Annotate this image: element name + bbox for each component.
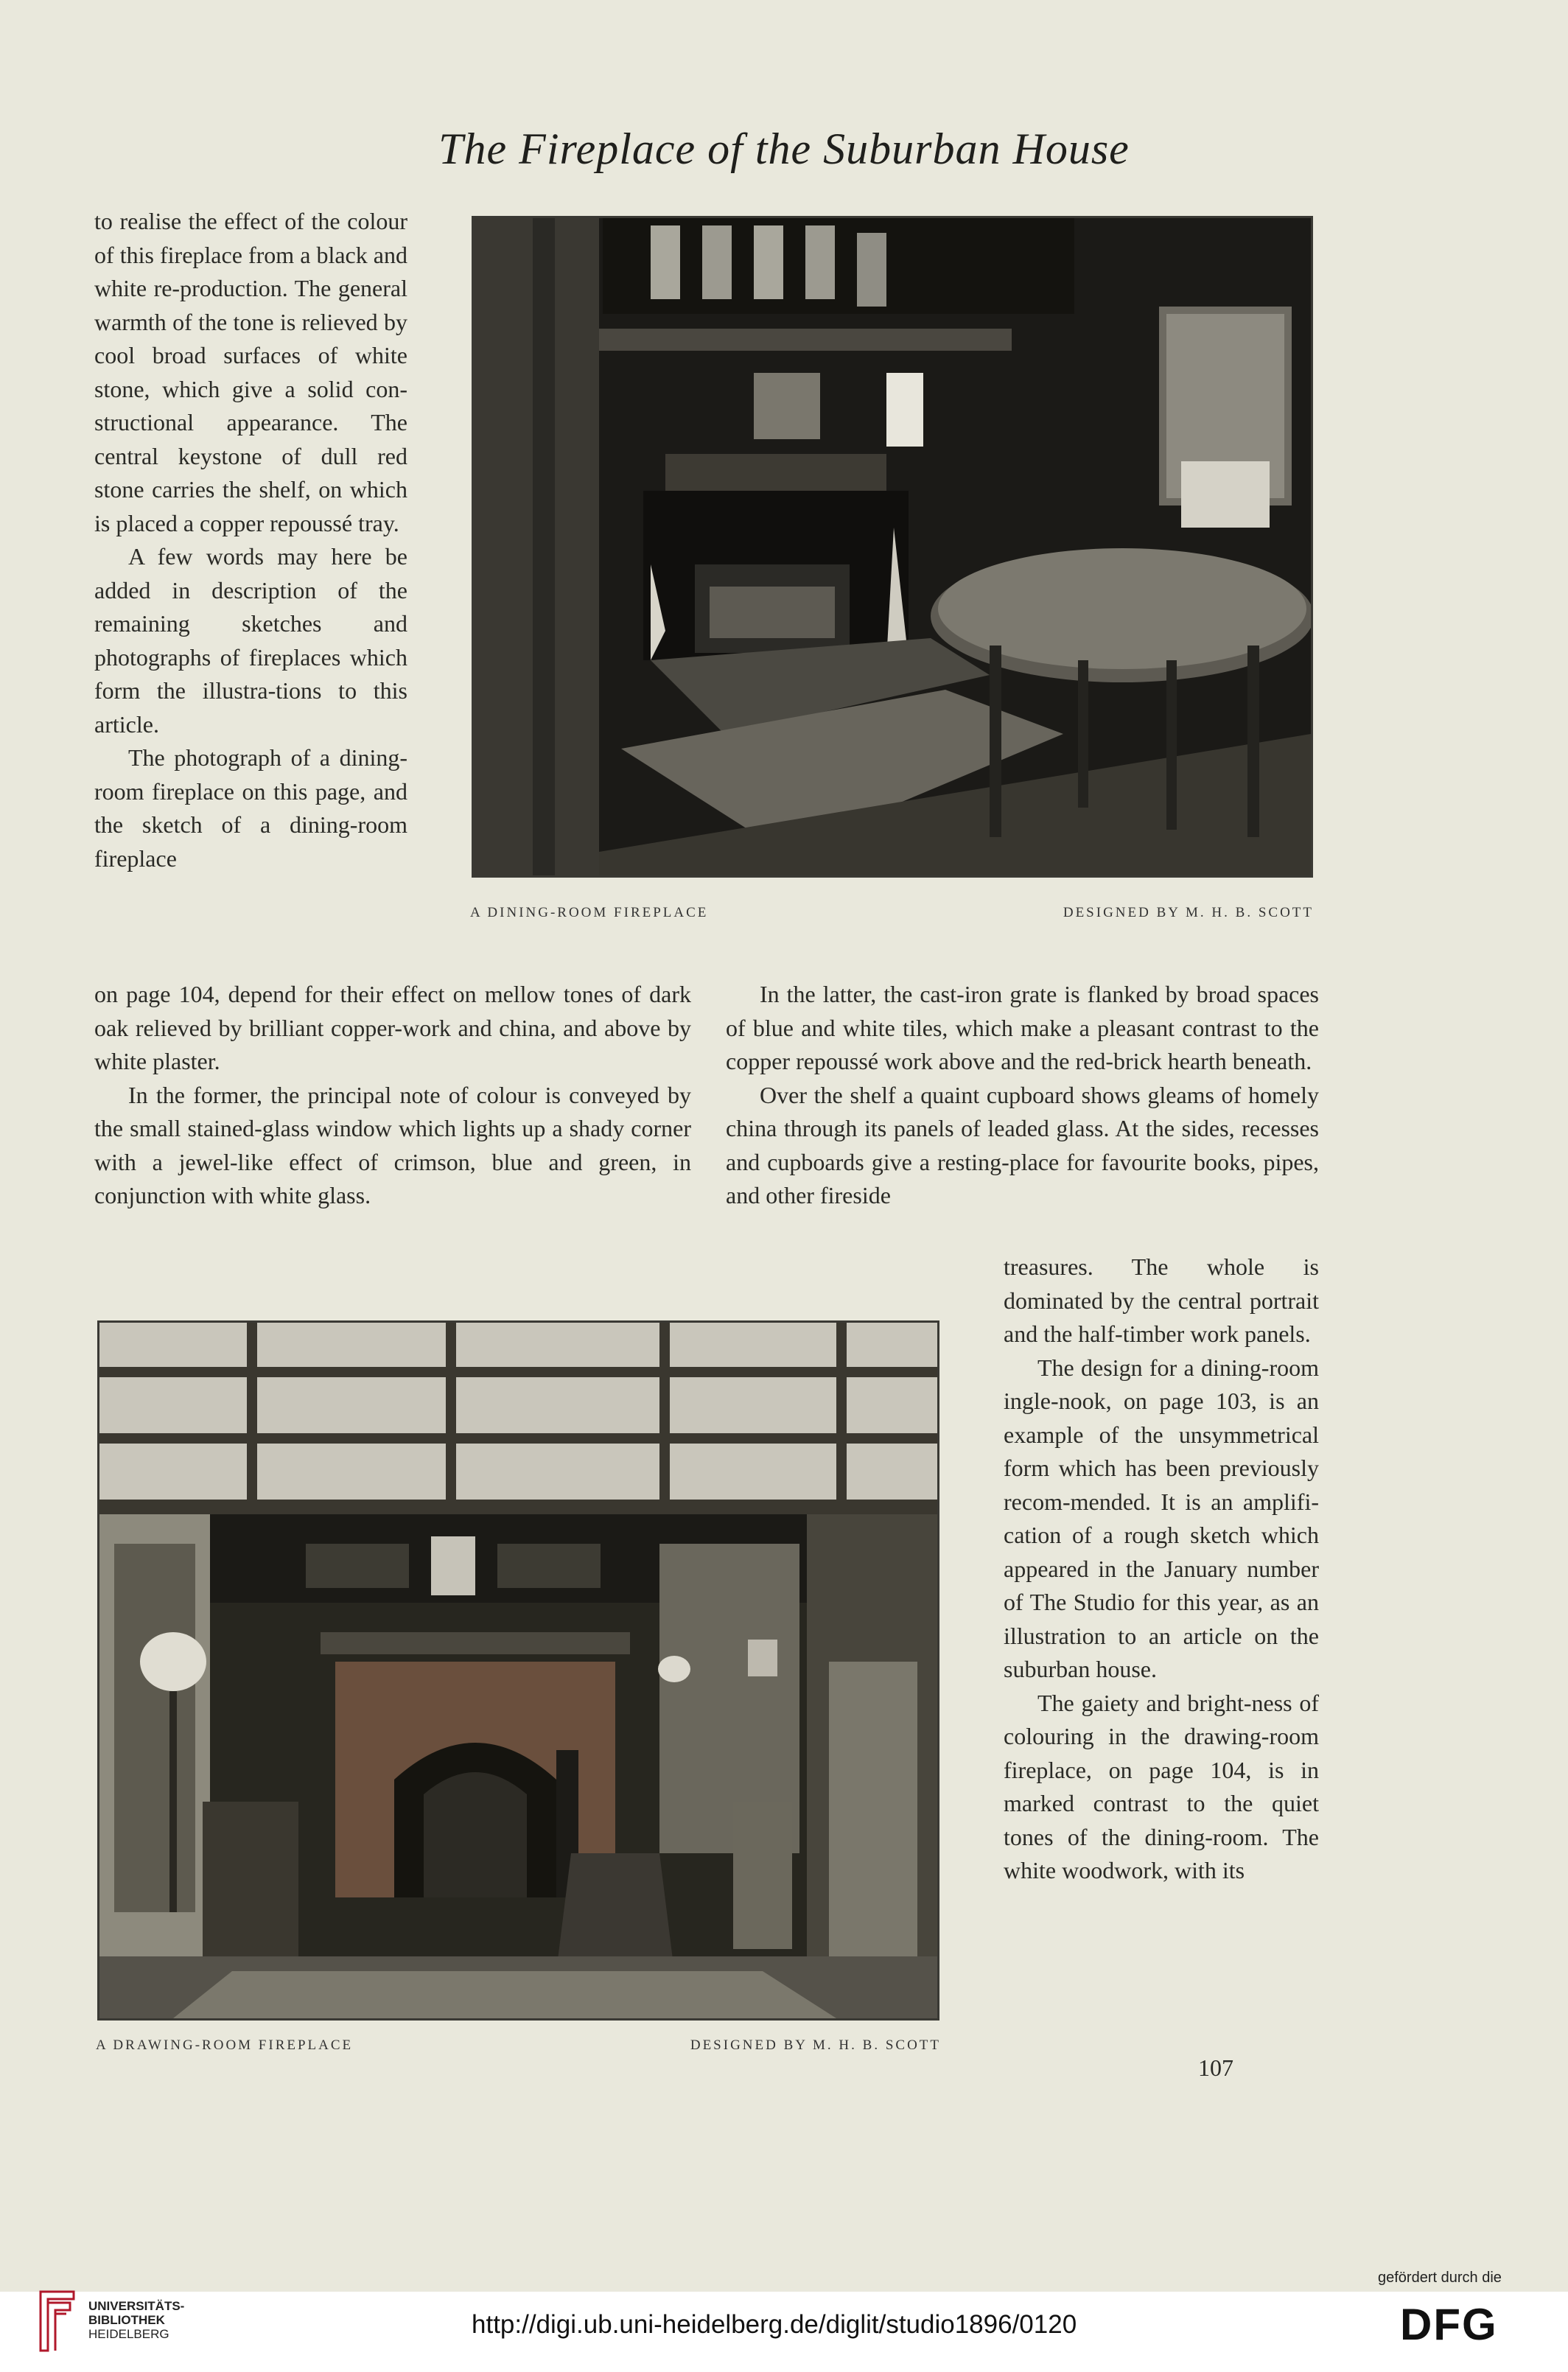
left-wide-column [94, 978, 691, 1213]
drawing-room-caption-right: DESIGNED BY M. H. B. SCOTT [690, 2037, 941, 2053]
paragraph: The photograph of a dining-room fireplace on this page, and the sketch of a dining-room fireplace [94, 744, 407, 872]
paragraph: to realise the effect of the colour of this fireplace from a black and white re-production. The general warmth of the tone is relieved by cool broad surfaces of white stone, which give a solid con-structional appearance. The central keystone of dull red stone carries the shelf, on which is placed a copper repoussé tray. [94, 208, 407, 536]
drawing-room-caption-left: A DRAWING-ROOM FIREPLACE [96, 2037, 354, 2053]
dining-room-photo-illustration [474, 218, 1311, 875]
paragraph: The design for a dining-room ingle-nook, on page 103, is an example of the unsymmetrical form which has been previously recom-mended. It is an amplifi-cation of a rough sketch which appeared in the January number of The Studio for this year, as an illustration to an article on the suburban house. [1004, 1354, 1319, 1682]
paragraph: Over the shelf a quaint cupboard shows gleams of homely china through its panels of leaded glass. At the sides, recesses and cupboards give a resting-place for favourite books, pipes, and other fireside [726, 1081, 1319, 1208]
drawing-room-fireplace-photo [97, 1320, 939, 2021]
source-url-link[interactable]: http://digi.ub.uni-heidelberg.de/diglit/studio1896/0120 [472, 2310, 1077, 2339]
paragraph: In the latter, the cast-iron grate is flanked by broad spaces of blue and white tiles, which make a pleasant contrast to the copper repoussé work above and the red-brick hearth beneath. [726, 981, 1319, 1074]
paragraph: A few words may here be added in description of the remaining sketches and photographs of fireplaces which form the illustra-tions to this article. [94, 543, 407, 738]
right-wide-column [726, 978, 1319, 1213]
funded-by-label: gefördert durch die [1378, 2270, 1502, 2286]
dfg-logo: DFG [1400, 2300, 1498, 2349]
paragraph: The gaiety and bright-ness of colouring in the drawing-room fireplace, on page 104, is in marked contrast to the quiet tones of the dining-room. The white woodwork, with its [1004, 1689, 1319, 1883]
library-line: BIBLIOTHEK [88, 2313, 165, 2327]
library-name [88, 2299, 184, 2341]
right-narrow-column [1004, 1250, 1319, 1888]
paragraph: treasures. The whole is dominated by the central portrait and the half-timber work panels. [1004, 1253, 1319, 1347]
page-number: 107 [1198, 2054, 1233, 2081]
library-logo-icon [37, 2288, 81, 2354]
library-line: HEIDELBERG [88, 2327, 169, 2341]
drawing-room-photo-illustration [99, 1323, 937, 2018]
dining-room-caption-left: A DINING-ROOM FIREPLACE [470, 905, 709, 920]
paragraph: on page 104, depend for their effect on mellow tones of dark oak relieved by brilliant copper-work and china, and above by white plaster. [94, 981, 691, 1074]
library-line: UNIVERSITÄTS- [88, 2299, 185, 2313]
running-title: The Fireplace of the Suburban House [438, 125, 1130, 173]
dining-room-caption-right: DESIGNED BY M. H. B. SCOTT [1063, 905, 1314, 920]
left-narrow-column [94, 205, 407, 875]
dining-room-fireplace-photo [472, 216, 1313, 878]
paragraph: In the former, the principal note of colour is conveyed by the small stained-glass window which lights up a shady corner with a jewel-like effect of crimson, blue and green, in conjunction with white glass. [94, 1081, 691, 1208]
